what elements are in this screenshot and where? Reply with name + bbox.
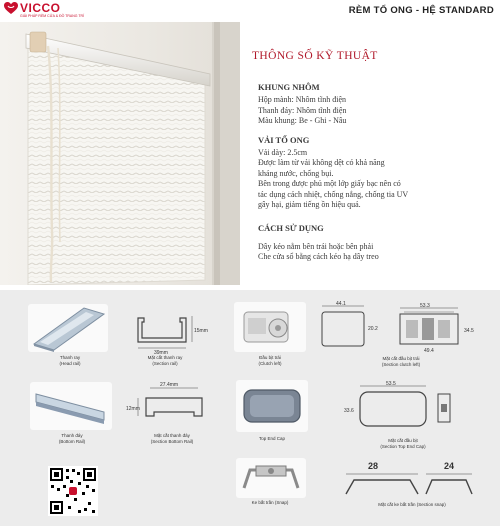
svg-text:33.6: 33.6 bbox=[344, 408, 354, 414]
svg-text:27.4mm: 27.4mm bbox=[160, 382, 179, 388]
svg-text:15mm: 15mm bbox=[194, 328, 208, 334]
section-end-cap-drawing bbox=[340, 380, 460, 436]
qr-code-icon[interactable] bbox=[48, 466, 98, 516]
frame-line: Thanh đáy: Nhôm tĩnh điện bbox=[258, 105, 347, 115]
fabric-line: Bên trong được phủ một lớp giấy bạc nên có bbox=[258, 179, 401, 188]
fabric-details bbox=[258, 148, 498, 211]
brand-logo[interactable] bbox=[4, 2, 84, 18]
section-rail-drawing bbox=[128, 304, 208, 354]
end-cap-image bbox=[236, 380, 308, 432]
frame-details bbox=[258, 95, 498, 127]
brand-name: VICCO bbox=[20, 1, 61, 15]
bottom-rail-label: Thanh đáy (Bottom Rail) bbox=[58, 433, 86, 444]
section-end-cap-label: Mặt cắt đầu bịt (Section Top End Cap) bbox=[380, 438, 426, 449]
frame-line: Màu khung: Be - Ghi - Nâu bbox=[258, 116, 347, 125]
frame-heading: KHUNG NHÔM bbox=[258, 82, 320, 92]
section-clutch-label: Mặt cắt đầu bịt trái (Section clutch left) bbox=[381, 356, 421, 367]
brand-tagline: GIẢI PHÁP RÈM CỬA & ĐỒ TRANG TRÍ bbox=[20, 14, 85, 18]
section-rail-label: Mặt cắt thanh ray (Section rail) bbox=[147, 355, 183, 366]
parts-diagram bbox=[0, 290, 500, 526]
product-photo bbox=[0, 22, 240, 285]
svg-text:44.1: 44.1 bbox=[336, 301, 346, 307]
section-snap-label: Mặt cắt ke bắt trần (Section snap) bbox=[378, 502, 446, 507]
clutch-image bbox=[234, 302, 306, 352]
fabric-line: gây hại, giảm tiếng ồn hiệu quả. bbox=[258, 200, 361, 209]
frame-line: Hộp mành: Nhôm tĩnh điện bbox=[258, 95, 346, 104]
specs-title: THÔNG SỐ KỸ THUẬT bbox=[252, 50, 378, 62]
fabric-line: Được làm từ vải không dệt có khả năng bbox=[258, 158, 385, 167]
head-rail-image bbox=[28, 304, 108, 352]
bottom-rail-image bbox=[30, 382, 112, 430]
svg-text:24: 24 bbox=[444, 461, 455, 471]
heart-logo-icon bbox=[4, 2, 18, 15]
section-clutch-drawing bbox=[316, 300, 486, 356]
end-cap-label: Top End Cap bbox=[258, 436, 286, 441]
svg-text:28: 28 bbox=[368, 461, 379, 471]
fabric-heading: VẢI TỔ ONG bbox=[258, 134, 310, 145]
section-bottom-rail-drawing bbox=[124, 382, 214, 432]
section-bottom-rail-label: Mặt cắt thanh đáy (Section Bottom Rail) bbox=[150, 433, 194, 444]
section-snap-drawing bbox=[340, 458, 480, 502]
snap-label: Ke bắt trần (Snap) bbox=[251, 500, 289, 505]
usage-heading: CÁCH SỬ DỤNG bbox=[258, 222, 324, 233]
svg-text:49.4: 49.4 bbox=[424, 348, 434, 354]
fabric-line: tác dụng cách nhiệt, chống nắng, chống tia UV bbox=[258, 189, 409, 199]
svg-text:12mm: 12mm bbox=[126, 406, 140, 412]
fabric-line: kháng nước, chống bụi. bbox=[258, 168, 334, 178]
svg-text:39mm: 39mm bbox=[154, 350, 168, 354]
page-header bbox=[0, 0, 500, 22]
svg-text:53.3: 53.3 bbox=[420, 303, 430, 309]
svg-text:20.2: 20.2 bbox=[368, 326, 378, 332]
usage-line: Che cửa sổ bằng cách kéo hạ dây treo bbox=[258, 252, 379, 261]
page-title: RÈM TỔ ONG - HỆ STANDARD bbox=[348, 5, 494, 16]
snap-image bbox=[236, 458, 306, 498]
fabric-line: Vải dày: 2.5cm bbox=[258, 147, 308, 157]
head-rail-label: Thanh ray (Head rail) bbox=[59, 355, 81, 366]
usage-line: Dây kéo nằm bên trái hoặc bên phải bbox=[258, 241, 374, 251]
svg-text:53.5: 53.5 bbox=[386, 381, 396, 387]
usage-details bbox=[258, 242, 498, 263]
specifications bbox=[252, 50, 498, 263]
clutch-label: Đầu bịt trái (Clutch left) bbox=[258, 355, 282, 366]
svg-text:34.5: 34.5 bbox=[464, 328, 474, 334]
